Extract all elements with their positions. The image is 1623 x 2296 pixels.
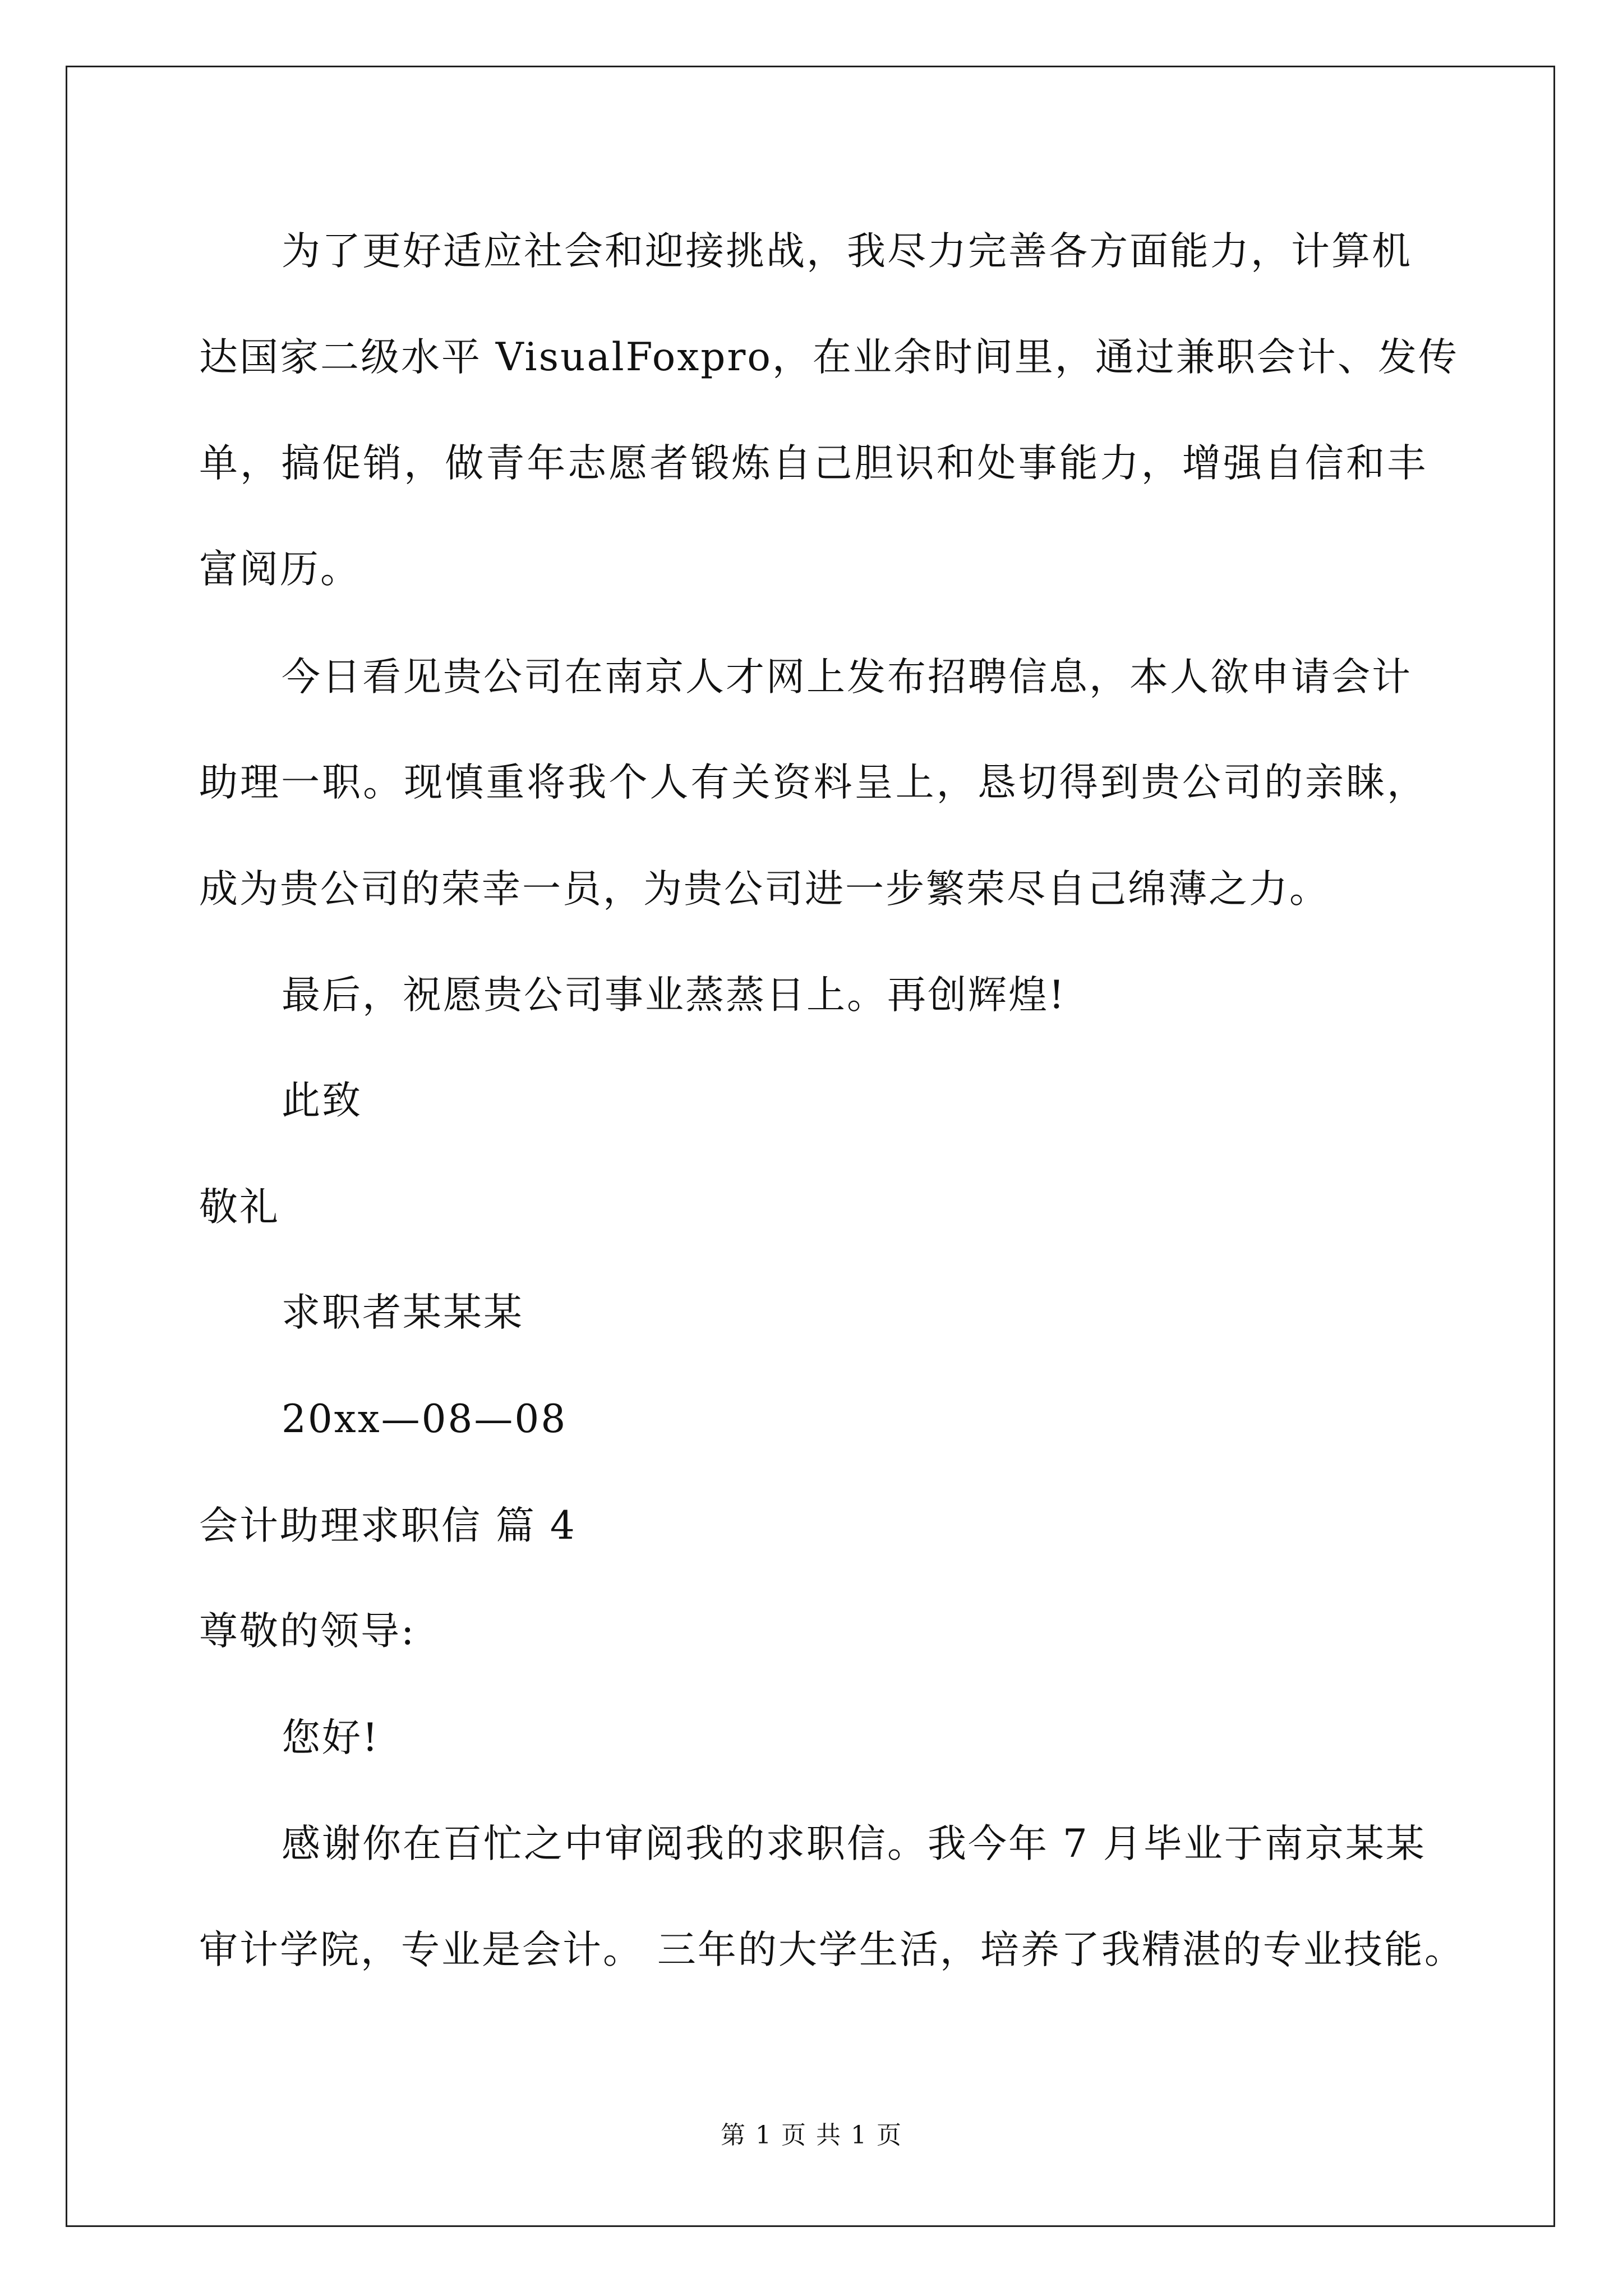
date: 20xx—08—08 — [282, 1397, 568, 1442]
paragraph-2-line-2: 助理一职。现慎重将我个人有关资料呈上，恳切得到贵公司的亲睐， — [199, 760, 1427, 805]
paragraph-1-line-4: 富阅历。 — [199, 547, 361, 592]
page-footer: 第 1 页 共 1 页 — [721, 2121, 902, 2150]
hello: 您好! — [282, 1715, 380, 1760]
closing-wish: 最后，祝愿贵公司事业蒸蒸日上。再创辉煌! — [282, 973, 1066, 1018]
page-border — [66, 66, 1555, 2227]
salutation-ci-zhi: 此致 — [282, 1078, 362, 1123]
paragraph-3-line-2: 审计学院，专业是会计。 三年的大学生活，培养了我精湛的专业技能。 — [199, 1927, 1465, 1972]
paragraph-1-line-2: 达国家二级水平 VisualFoxpro，在业余时间里，通过兼职会计、发传 — [199, 335, 1459, 380]
greeting: 尊敬的领导: — [199, 1609, 416, 1654]
paragraph-3-line-1: 感谢你在百忙之中审阅我的求职信。我今年 7 月毕业于南京某某 — [282, 1821, 1426, 1866]
paragraph-2-line-3: 成为贵公司的荣幸一员，为贵公司进一步繁荣尽自己绵薄之力。 — [199, 867, 1330, 912]
signature: 求职者某某某 — [282, 1290, 524, 1335]
paragraph-1-line-1: 为了更好适应社会和迎接挑战，我尽力完善各方面能力，计算机 — [282, 229, 1412, 274]
paragraph-2-line-1: 今日看见贵公司在南京人才网上发布招聘信息，本人欲申请会计 — [282, 655, 1412, 700]
salutation-jing-li: 敬礼 — [199, 1185, 280, 1230]
section-title: 会计助理求职信 篇 4 — [199, 1503, 577, 1548]
paragraph-1-line-3: 单，搞促销，做青年志愿者锻炼自己胆识和处事能力，增强自信和丰 — [199, 441, 1427, 486]
